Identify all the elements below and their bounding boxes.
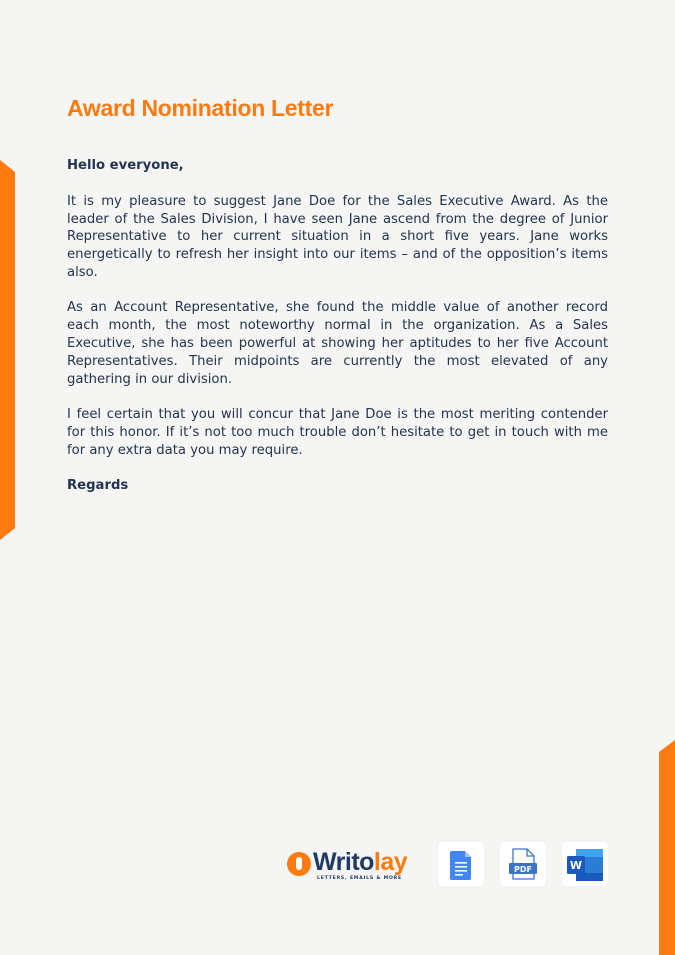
brand-tagline: LETTERS, EMAILS & MORE bbox=[317, 876, 402, 881]
word-download[interactable] bbox=[562, 842, 608, 886]
letter-body bbox=[67, 157, 608, 495]
google-docs-download[interactable] bbox=[438, 842, 484, 886]
letter-paragraph: It is my pleasure to suggest Jane Doe for the Sales Executive Award. As the leader of the Sales Division, I have seen Jane ascend from the degree of Junior Representative to her current situation in a short five years. Jane works energetically to refresh her insight into our items – and of the opposition’s items also. bbox=[67, 193, 608, 280]
word-icon-label: W bbox=[569, 859, 583, 872]
letter-paragraph: As an Account Representative, she found the middle value of another record each month, the most noteworthy normal in the organization. As a Sales Executive, she has been powerful at showing her aptitudes to her five Account Representatives. Their midpoints are currently the most elevated of any gathering in our division. bbox=[67, 300, 608, 387]
pen-pin-icon bbox=[287, 852, 311, 876]
writolay-logo[interactable] bbox=[287, 848, 419, 884]
google-docs-icon bbox=[438, 842, 484, 886]
left-accent-bar bbox=[0, 160, 15, 540]
pdf-download[interactable] bbox=[500, 842, 546, 886]
word-icon bbox=[562, 842, 608, 886]
letter-greeting: Hello everyone, bbox=[67, 158, 184, 173]
pdf-icon bbox=[500, 842, 546, 886]
letter-paragraph: I feel certain that you will concur that Jane Doe is the most meriting contender for this honor. If it’s not too much trouble don’t hesitate to get in touch with me for any extra data you may require. bbox=[67, 406, 608, 458]
brand-name: Writolay bbox=[313, 848, 408, 876]
letter-title: Award Nomination Letter bbox=[67, 95, 334, 121]
pdf-icon-label: PDF bbox=[514, 865, 532, 874]
right-accent-bar bbox=[659, 740, 675, 955]
letter-signoff: Regards bbox=[67, 477, 129, 493]
